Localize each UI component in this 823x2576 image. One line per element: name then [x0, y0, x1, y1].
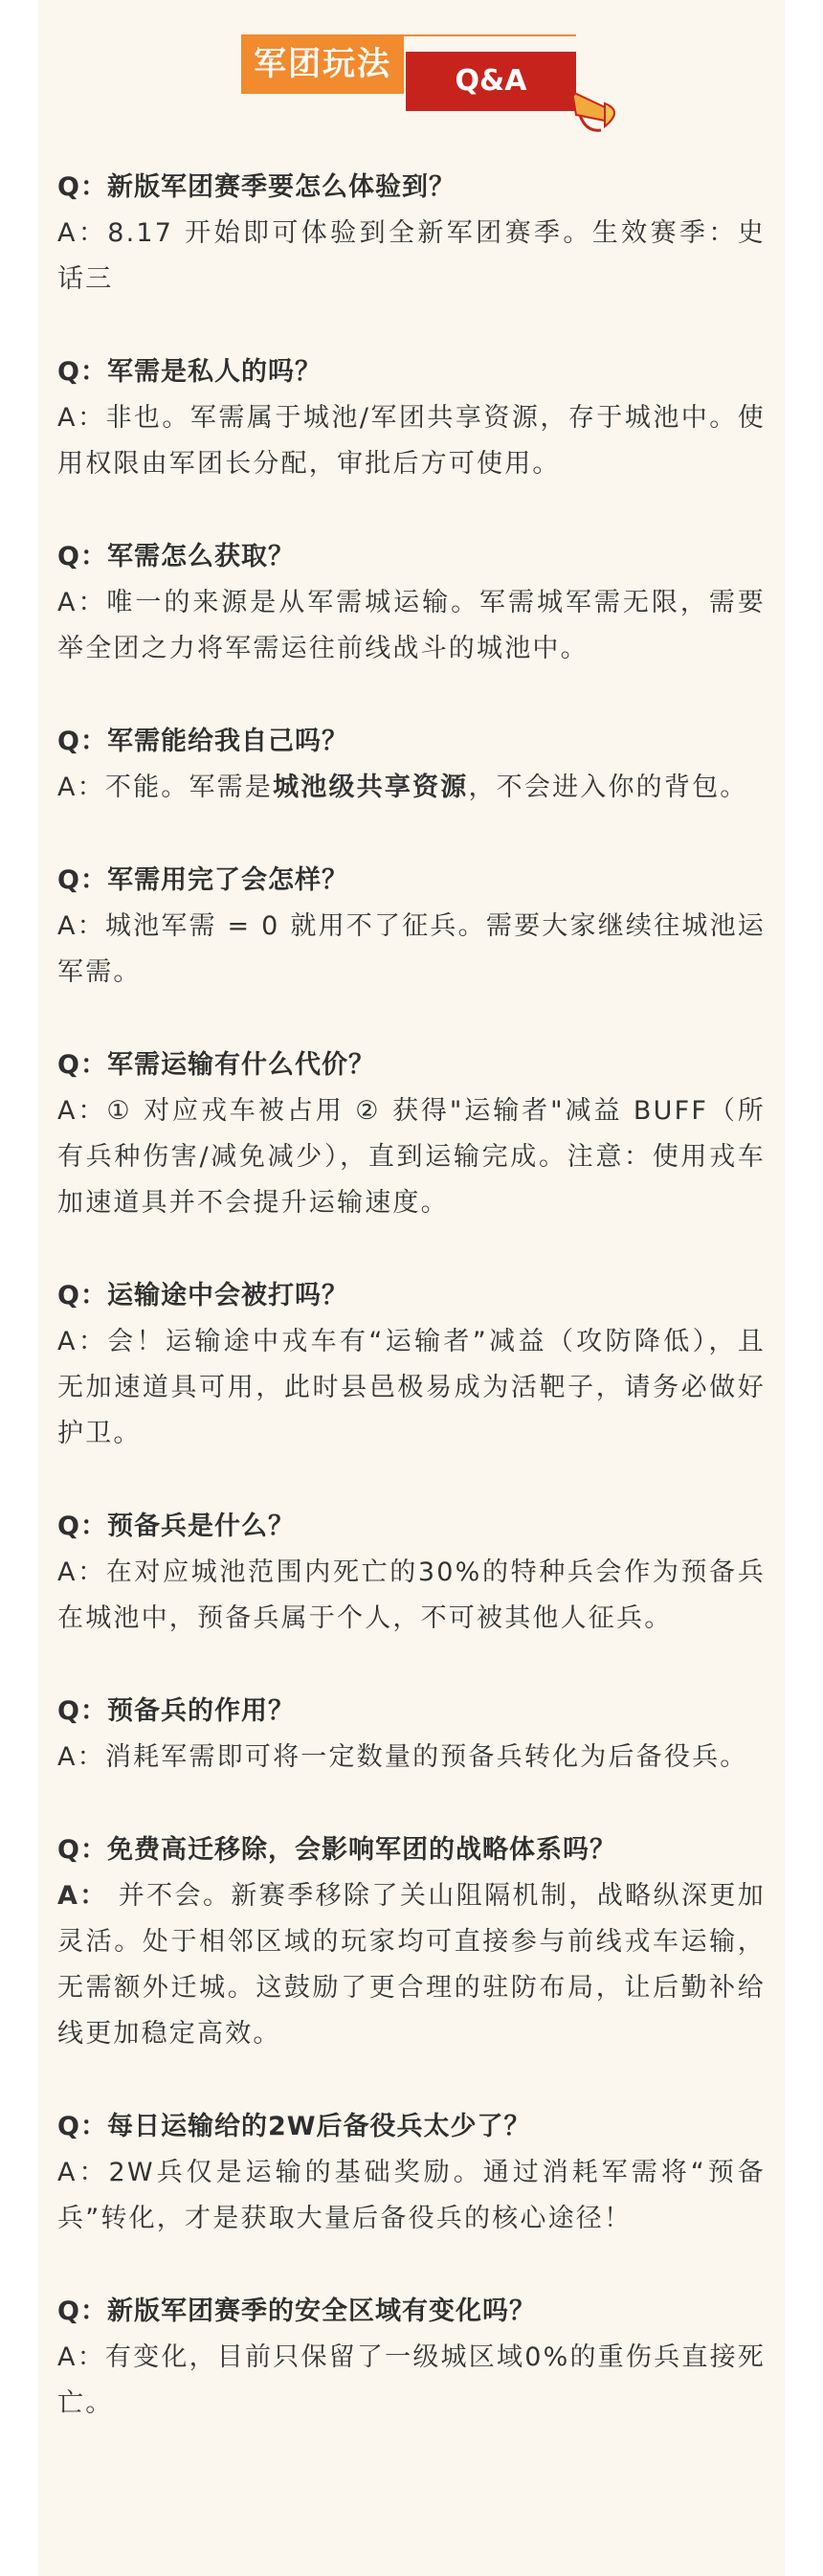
question: Q：军需是私人的吗？ — [57, 357, 322, 387]
section-title: 军团玩法 — [241, 34, 404, 94]
qa-item-3 — [57, 534, 766, 672]
answer: A：唯一的来源是从军需城运输。军需城军需无限，需要举全团之力将军需运往前线战斗的城池中。 — [57, 588, 766, 663]
answer: A：城池军需 = 0 就用不了征兵。需要大家继续往城池运军需。 — [57, 911, 766, 987]
question: Q：军需怎么获取？ — [57, 542, 295, 571]
qa-item-1 — [57, 165, 766, 302]
answer: A：有变化，目前只保留了一级城区域0%的重伤兵直接死亡。 — [57, 2342, 766, 2418]
question: Q：免费高迁移除，会影响军团的战略体系吗？ — [57, 1835, 616, 1865]
question: Q：预备兵是什么？ — [57, 1512, 295, 1541]
answer-emphasis: 城池级共享资源 — [273, 773, 469, 802]
qa-item-12 — [57, 2289, 766, 2427]
answer: A：8.17 开始即可体验到全新军团赛季。生效赛季：史话三 — [57, 218, 766, 294]
question: Q：军需能给我自己吗？ — [57, 727, 348, 756]
question: Q：新版军团赛季要怎么体验到？ — [57, 172, 456, 202]
answer-lead: A： — [57, 1881, 108, 1911]
answer-text: 并不会。新赛季移除了关山阻隔机制，战略纵深更加灵活。处于相邻区域的玩家均可直接参与前线戎车运输，无需额外迁城。这鼓励了更合理的驻防布局，让后勤补给线更加稳定高效。 — [57, 1881, 767, 2049]
answer: A：非也。军需属于城池/军团共享资源，存于城池中。使用权限由军团长分配，审批后方可使用。 — [57, 403, 766, 479]
left-margin — [0, 0, 38, 2576]
question: Q：军需运输有什么代价？ — [57, 1050, 375, 1080]
answer: A：在对应城池范围内死亡的30%的特种兵会作为预备兵在城池中，预备兵属于个人，不可被其他人征兵。 — [57, 1557, 766, 1633]
answer — [57, 765, 766, 811]
question: Q：运输途中会被打吗？ — [57, 1281, 348, 1310]
question: Q：新版军团赛季的安全区域有变化吗？ — [57, 2296, 536, 2326]
qa-item-11 — [57, 2104, 766, 2242]
answer-text: A：不能。军需是 — [57, 773, 274, 802]
answer: A：2W兵仅是运输的基础奖励。通过消耗军需将“预备兵”转化，才是获取大量后备役兵的核心途径！ — [57, 2158, 766, 2233]
qa-item-5 — [57, 858, 766, 996]
qa-item-7 — [57, 1273, 766, 1457]
answer: A：消耗军需即可将一定数量的预备兵转化为后备役兵。 — [57, 1742, 748, 1772]
qa-item-6 — [57, 1042, 766, 1226]
qa-item-9 — [57, 1689, 766, 1781]
answer-text: ，不会进入你的背包。 — [468, 773, 748, 802]
question: Q：预备兵的作用？ — [57, 1696, 295, 1726]
answer: A：① 对应戎车被占用 ② 获得"运输者"减益 BUFF（所有兵种伤害/减免减少），直到运输完成。注意：使用戎车加速道具并不会提升运输速度。 — [57, 1096, 766, 1218]
qa-item-10 — [57, 1827, 766, 2057]
qa-item-4 — [57, 719, 766, 811]
header-divider — [404, 34, 576, 36]
qa-badge: Q&A — [406, 52, 576, 111]
answer: A：会！运输途中戎车有“运输者”减益（攻防降低），且无加速道具可用，此时县邑极易成为活靶子，请务必做好护卫。 — [57, 1327, 766, 1448]
answer — [57, 1873, 766, 2057]
qa-item-8 — [57, 1504, 766, 1642]
question: Q：军需用完了会怎样？ — [57, 865, 348, 895]
question: Q：每日运输给的2W后备役兵太少了？ — [57, 2112, 531, 2141]
horn-icon — [567, 82, 634, 140]
qa-item-2 — [57, 349, 766, 487]
section-header — [241, 27, 624, 132]
right-margin — [785, 0, 823, 2576]
qa-list — [57, 165, 766, 2474]
